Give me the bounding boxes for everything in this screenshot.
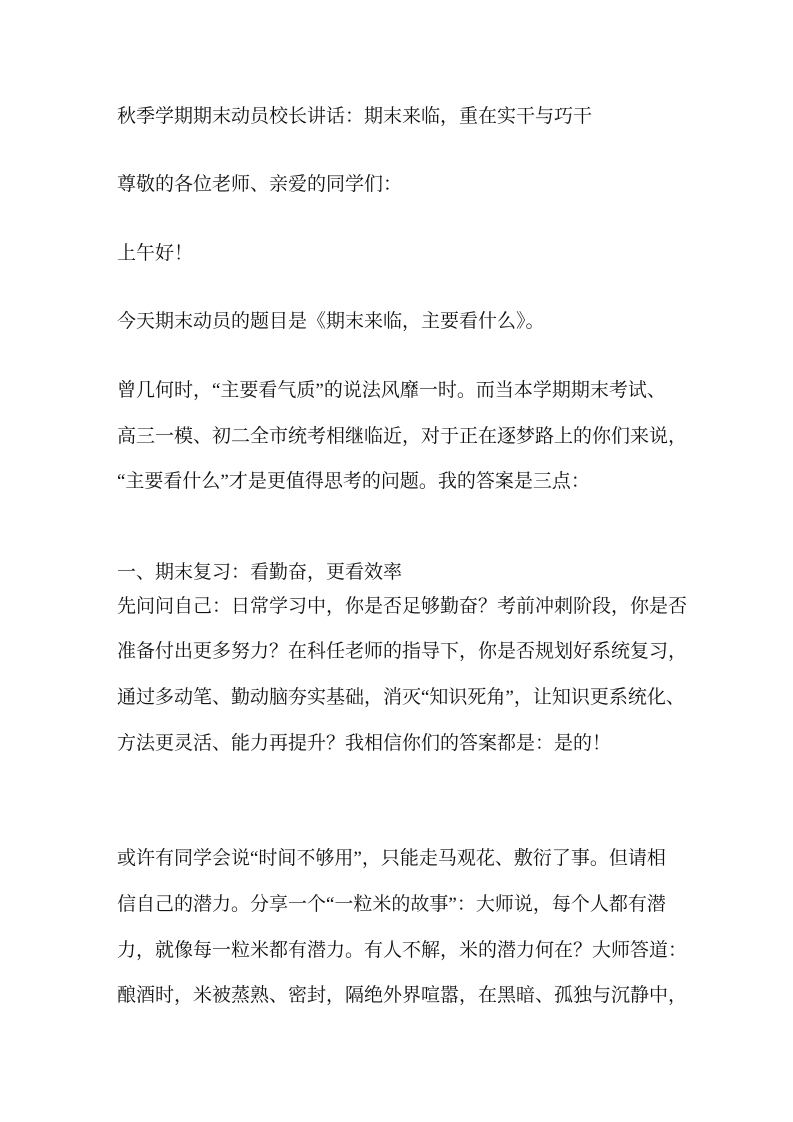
paragraph-line: “主要看什么”才是更值得思考的问题。我的答案是三点： [117,471,590,492]
paragraph-line: 高三一模、初二全市统考相继临近，对于正在逐梦路上的你们来说， [117,426,688,447]
paragraph-line: 曾几何时，“主要看气质”的说法风靡一时。而当本学期期末考试、 [117,380,666,401]
paragraph-line: 方法更灵活、能力再提升？我相信你们的答案都是：是的！ [117,733,612,754]
salutation: 尊敬的各位老师、亲爱的同学们： [117,174,403,195]
document-title: 秋季学期期末动员校长讲话：期末来临，重在实干与巧干 [117,106,593,127]
paragraph-line: 先问问自己：日常学习中，你是否足够勤奋？考前冲刺阶段，你是否 [117,596,688,617]
greeting: 上午好！ [117,243,194,264]
paragraph-line: 力，就像每一粒米都有潜力。有人不解，米的潜力何在？大师答道： [117,940,688,961]
paragraph-line: 信自己的潜力。分享一个“一粒米的故事”：大师说，每个人都有潜 [117,894,666,915]
intro-paragraph: 今天期末动员的题目是《期末来临，主要看什么》。 [117,311,545,332]
section-heading: 一、期末复习：看勤奋，更看效率 [117,562,403,583]
paragraph-line: 通过多动笔、勤动脑夯实基础，消灭“知识死角”，让知识更系统化、 [117,687,685,708]
paragraph-line: 准备付出更多努力？在科任老师的指导下，你是否规划好系统复习， [117,641,688,662]
paragraph-line: 酿酒时，米被蒸熟、密封，隔绝外界喧嚣，在黑暗、孤独与沉静中， [117,985,688,1006]
paragraph-line: 或许有同学会说“时间不够用”，只能走马观花、敷衍了事。但请相 [117,848,666,869]
